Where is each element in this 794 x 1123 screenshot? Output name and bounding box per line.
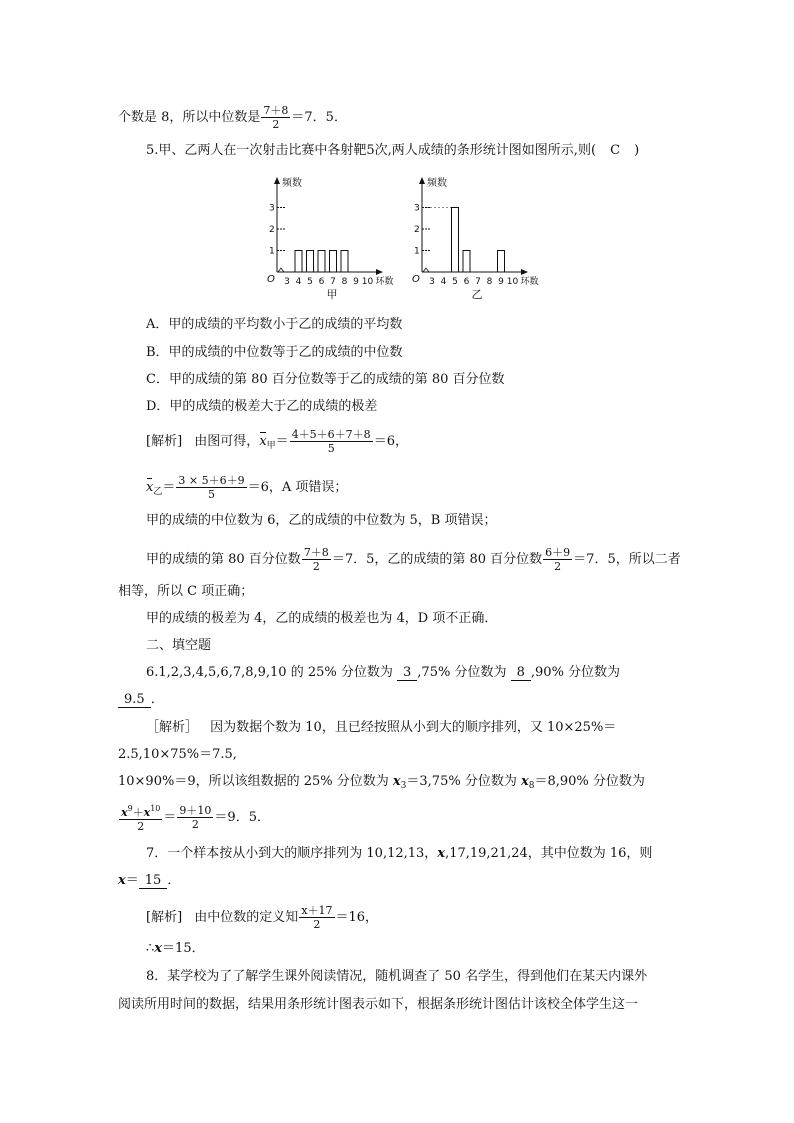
x-tick-label: 9 [353, 277, 359, 287]
x-tick-label: 5 [452, 277, 458, 287]
question-7-cont: x＝ 15 ． [118, 873, 181, 888]
y-tick-label: 2 [414, 225, 420, 235]
fraction: $\frac{4+5+6+7+8}{5}$ [291, 428, 371, 455]
x-tick-label: 7 [330, 277, 336, 287]
chart-title: 乙 [471, 288, 483, 301]
mean-symbol: x [259, 434, 267, 449]
section-heading: 二、填空题 [146, 638, 212, 653]
x-tick-label: 5 [307, 277, 313, 287]
intro-text: 个数是 8，所以中位数是 [118, 110, 261, 125]
fraction: $\frac{x+17}{2}$ [301, 904, 333, 931]
origin-label: O [412, 274, 420, 285]
x-tick-label: 3 [284, 277, 290, 287]
x-tick-label: 6 [318, 277, 325, 287]
answer-blank: 15 [139, 873, 168, 889]
chart-title: 甲 [326, 288, 338, 301]
question-5: 5.甲、乙两人在一次射击比赛中各射靶5次,两人成绩的条形统计图如图所示,则( C ) [146, 143, 640, 158]
bar [307, 251, 314, 273]
x-tick-label: 10 [361, 277, 374, 287]
y-tick-label: 1 [269, 246, 275, 257]
x-tick-label: 10 [506, 277, 519, 287]
bar [330, 251, 337, 273]
solution-5-line-5: 相等，所以 C 项正确； [118, 584, 254, 599]
x-axis-arrow [521, 269, 528, 275]
y-axis-arrow [274, 177, 280, 184]
answer-blank: 8 [511, 665, 531, 681]
y-tick-label: 2 [269, 225, 275, 235]
solution-5-line-4: 甲的成绩的第 80 百分位数 $\frac{7+8}{2}$ ＝7．5，乙的成绩的第 80 百分位数 $\frac{6+9}{2}$ ＝7．5，所以二者 [146, 546, 681, 573]
bar [463, 251, 470, 273]
y-axis-arrow [419, 177, 425, 184]
solution-7-line-2: ∴x＝15． [146, 941, 205, 956]
x-axis-label: 环数 [375, 277, 394, 287]
mean-symbol: x [146, 480, 154, 495]
x-tick-label: 8 [486, 277, 493, 287]
y-tick-label: 3 [414, 203, 420, 214]
option-d: D．甲的成绩的极差大于乙的成绩的极差 [146, 399, 378, 414]
solution-tag: ［解析］ [146, 720, 199, 735]
x-tick-label: 3 [429, 277, 435, 287]
x-tick-label: 7 [475, 277, 481, 287]
solution-tag: [解析] [146, 910, 183, 925]
question-8-line-1: 8．某学校为了了解学生课外阅读情况，随机调查了 50 名学生，得到他们在某天内课外 [146, 969, 648, 984]
question-6-cont: 9.5 ． [118, 691, 164, 709]
x-axis-arrow [376, 269, 383, 275]
axis-break-mark [278, 268, 284, 272]
bar [341, 251, 348, 273]
solution-6-line-2: 2.5,10×75%＝7.5, [118, 747, 237, 762]
x-axis-label: 环数 [520, 277, 539, 287]
chart-yi-plot [412, 176, 539, 301]
fraction: $\frac{3 \times 5+6+9}{5}$ [178, 474, 245, 501]
fraction: $\frac{x^9+x^{10}}{2}$ [121, 804, 161, 833]
y-tick-label: 1 [414, 246, 420, 257]
y-axis-label: 频数 [427, 178, 447, 189]
axis-break-mark [423, 268, 429, 272]
solution-6-line-1: ［解析］ 因为数据个数为 10，且已经按照从小到大的顺序排列，又 10×25%＝ [146, 720, 617, 735]
origin-label: O [267, 274, 275, 285]
solution-5-line-3: 甲的成绩的中位数为 6，乙的成绩的中位数为 5，B 项错误； [146, 513, 497, 528]
solution-7-line-1: [解析] 由中位数的定义知 $\frac{x+17}{2}$ ＝16， [146, 904, 379, 931]
answer-blank: 9.5 [118, 692, 151, 708]
bar [295, 251, 302, 273]
fraction: $\frac{6+9}{2}$ [545, 546, 571, 573]
y-tick-label: 3 [269, 203, 275, 214]
x-tick-label: 9 [498, 277, 504, 287]
x-tick-label: 8 [341, 277, 348, 287]
solution-5-line-6: 甲的成绩的极差为 4，乙的成绩的极差也为 4，D 项不正确． [146, 611, 498, 626]
bar [498, 251, 505, 273]
solution-5-line-2: $x_乙=$ $\frac{3 \times 5+6+9}{5}$ ＝6，A 项错误； [146, 474, 348, 501]
intro-line: 个数是 8，所以中位数是 $\frac{7+8}{2}$ ＝7．5． [118, 104, 347, 131]
solution-6-line-3: 10×90%＝9，所以该组数据的 25% 分位数为 $x_3=3,75\%$ 分位数为 $x_8=8,90\%$ 分位数为 [118, 774, 645, 791]
bar [452, 208, 459, 273]
fraction: $\frac{7+8}{2}$ [303, 546, 329, 573]
option-a: A．甲的成绩的平均数小于乙的成绩的平均数 [146, 317, 403, 332]
bar-chart-yi [400, 175, 539, 305]
question-6: 6.1,2,3,4,5,6,7,8,9,10 的 25% 分位数为 3 ,75% 分位数为 8 ,90% 分位数为 [146, 665, 621, 680]
answer-5: C [610, 143, 621, 158]
bar-chart-jia [255, 175, 394, 305]
fraction: $\frac{9+10}{2}$ [179, 804, 212, 831]
bar [318, 251, 325, 273]
solution-6-line-4: $\frac{x^9+x^{10}}{2}$ ＝ $\frac{9+10}{2}$ ＝9．5． [121, 804, 270, 833]
question-7: 7．一个样本按从小到大的顺序排列为 10,12,13，x,17,19,21,24，其中位数为 16，则 [146, 846, 653, 861]
option-b: B．甲的成绩的中位数等于乙的成绩的中位数 [146, 345, 403, 360]
chart-jia-plot [267, 176, 394, 301]
option-c: C．甲的成绩的第 80 百分位数等于乙的成绩的第 80 百分位数 [146, 372, 505, 387]
x-tick-label: 4 [440, 277, 447, 287]
solution-5-line-1: [解析] 由图可得，$x_甲=$ $\frac{4+5+6+7+8}{5}$ ＝6， [146, 428, 408, 455]
question-8-line-2: 阅读所用时间的数据，结果用条形统计图表示如下，根据条形统计图估计该校全体学生这一 [118, 997, 639, 1012]
solution-tag: [解析] [146, 434, 183, 449]
y-axis-label: 频数 [282, 178, 302, 189]
fraction: $\frac{7+8}{2}$ [263, 104, 289, 131]
x-tick-label: 4 [295, 277, 302, 287]
answer-blank: 3 [397, 665, 417, 681]
x-tick-label: 6 [463, 277, 470, 287]
